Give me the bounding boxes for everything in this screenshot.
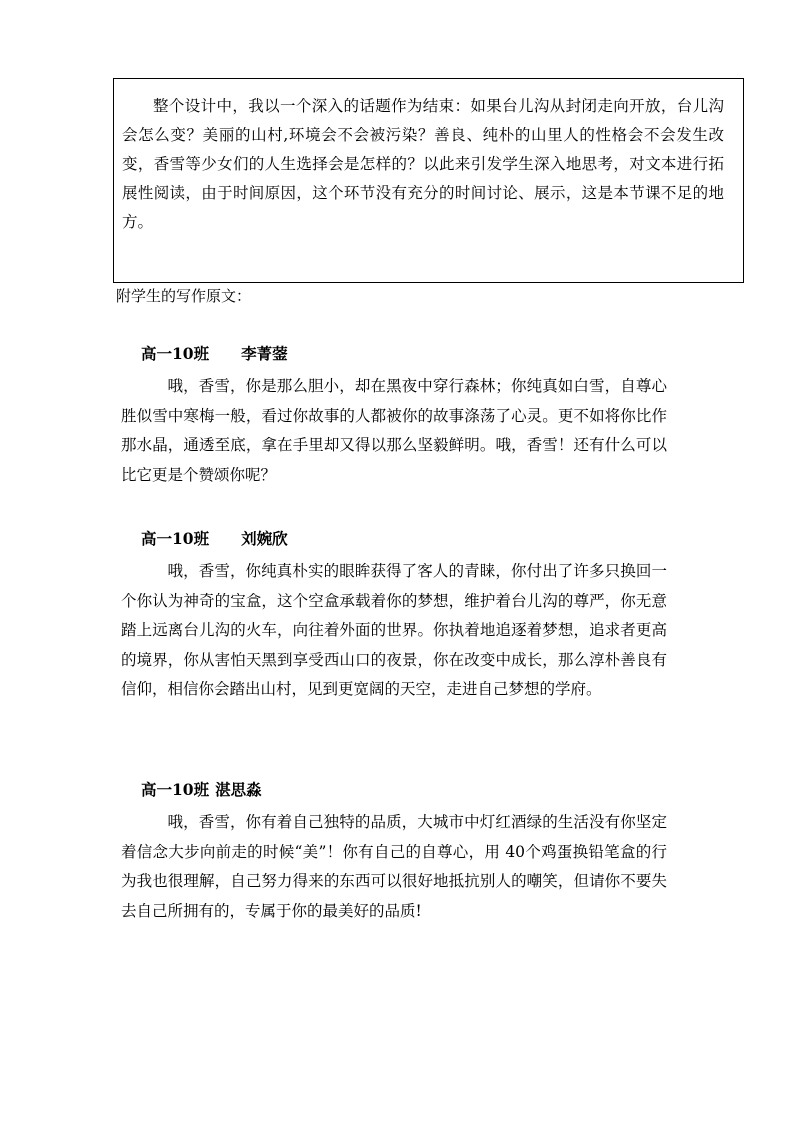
appendix-caption: 附学生的写作原文： xyxy=(116,287,252,305)
student-entry xyxy=(121,342,667,490)
entry-class: 高一10班 xyxy=(141,529,210,548)
entry-text: 哦，香雪，你纯真朴实的眼眸获得了客人的青睐，你付出了许多只换回一个你认为神奇的宝盒，这个空盒承载着你的梦想，维护着台儿沟的尊严，你无意踏上远离台儿沟的火车，向往着外面的世界。你执着地追逐着梦想，追求者更高的境界，你从害怕天黑到享受西山口的夜景，你在改变中成长，那么淳朴善良有信仰，相信你会踏出山村，见到更宽阔的天空，走进自己梦想的学府。 xyxy=(121,562,667,698)
entry-author: 湛思淼 xyxy=(215,780,262,799)
student-entry xyxy=(121,778,667,926)
entry-class: 高一10班 xyxy=(141,344,210,363)
entry-heading xyxy=(141,527,667,551)
entry-class: 高一10班 xyxy=(141,780,210,799)
student-entry xyxy=(121,527,667,705)
entry-text: 哦，香雪，你有着自己独特的品质，大城市中灯红酒绿的生活没有你坚定着信念大步向前走的时候“美”！你有自己的自尊心，用 40个鸡蛋换铅笔盒的行为我也很理解，自己努力得来的东西可以很好地抵抗别人的嘲笑，但请你不要失去自己所拥有的，专属于你的最美好的品质! xyxy=(121,813,667,920)
entry-author: 刘婉欣 xyxy=(241,529,288,548)
entry-heading xyxy=(141,342,667,366)
reflection-paragraph: 整个设计中，我以一个深入的话题作为结束：如果台儿沟从封闭走向开放，台儿沟会怎么变？美丽的山村,环境会不会被污染？善良、纯朴的山里人的性格会不会发生改变，香雪等少女们的人生选择会是怎样的？以此来引发学生深入地思考，对文本进行拓展性阅读，由于时间原因，这个环节没有充分的时间讨论、展示，这是本节课不足的地方。 xyxy=(122,97,724,231)
entry-author: 李菁蓥 xyxy=(241,344,288,363)
reflection-box xyxy=(113,78,744,283)
entry-text: 哦，香雪，你是那么胆小，却在黑夜中穿行森林；你纯真如白雪，自尊心胜似雪中寒梅一般，看过你故事的人都被你的故事涤荡了心灵。更不如将你比作那水晶，通透至底，拿在手里却又得以那么坚毅鲜明。哦，香雪！还有什么可以比它更是个赞颂你呢？ xyxy=(121,377,667,484)
entry-heading xyxy=(141,778,667,802)
